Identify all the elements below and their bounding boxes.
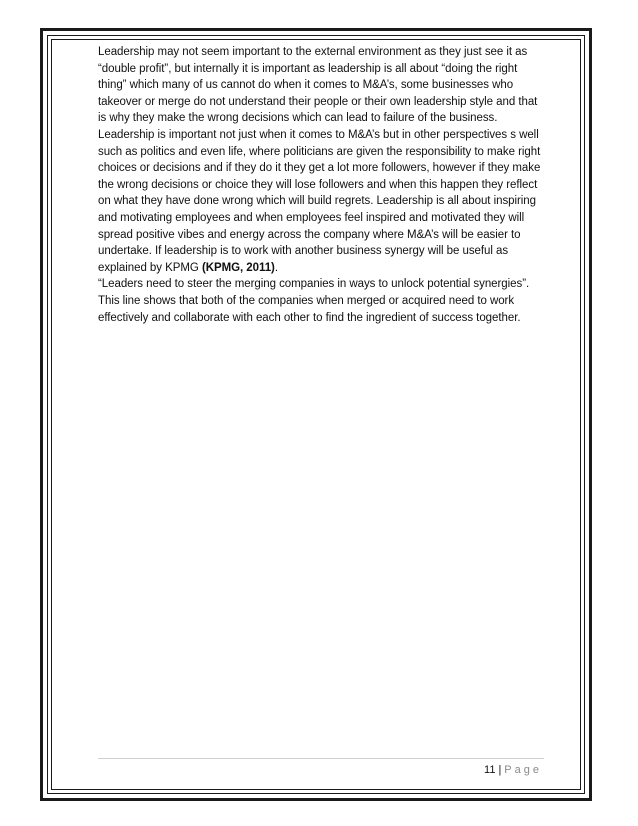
footer-separator: | bbox=[498, 764, 502, 776]
page-footer bbox=[484, 764, 542, 776]
paragraph-quote: “Leaders need to steer the merging companies in ways to unlock potential synergies”. This line shows that both of the companies when merged or acquired need to work effectively and collaborate with each other to find the ingredient of success together. bbox=[98, 278, 530, 324]
page-number: 11 bbox=[484, 764, 496, 776]
citation: (KPMG, 2011) bbox=[201, 261, 275, 274]
body-text bbox=[98, 44, 548, 326]
paragraph-leadership bbox=[98, 44, 548, 276]
paragraph-main-text: Leadership may not seem important to the external environment as they just see it as “double profit”, but internally it is important as leadership is all about “doing the right thing” which many of us cannot do when it comes to M&A’s, some businesses who takeover or merge do not understand their people or their own leadership style and that is why they make the wrong decisions which can lead to failure of the business. Leadership is important not just when it comes to M&A’s but in other perspectives s well such as politics and even life, where politicians are given the responsibility to make right choices or decisions and if they do it they get a lot more followers, however if they make the wrong decisions or choice they will lose followers and when this happen they reflect on what they have done wrong which will build regrets. Leadership is all about inspiring and motivating employees and when employees feel inspired and motivated they will spread positive vibes and energy across the company where M&A’s will be easier to undertake. If leadership is to work with another business synergy will be useful as explained by KPMG bbox=[98, 46, 541, 274]
citation-period: . bbox=[274, 261, 278, 274]
footer-rule bbox=[98, 758, 544, 759]
page-label: Page bbox=[504, 764, 542, 776]
